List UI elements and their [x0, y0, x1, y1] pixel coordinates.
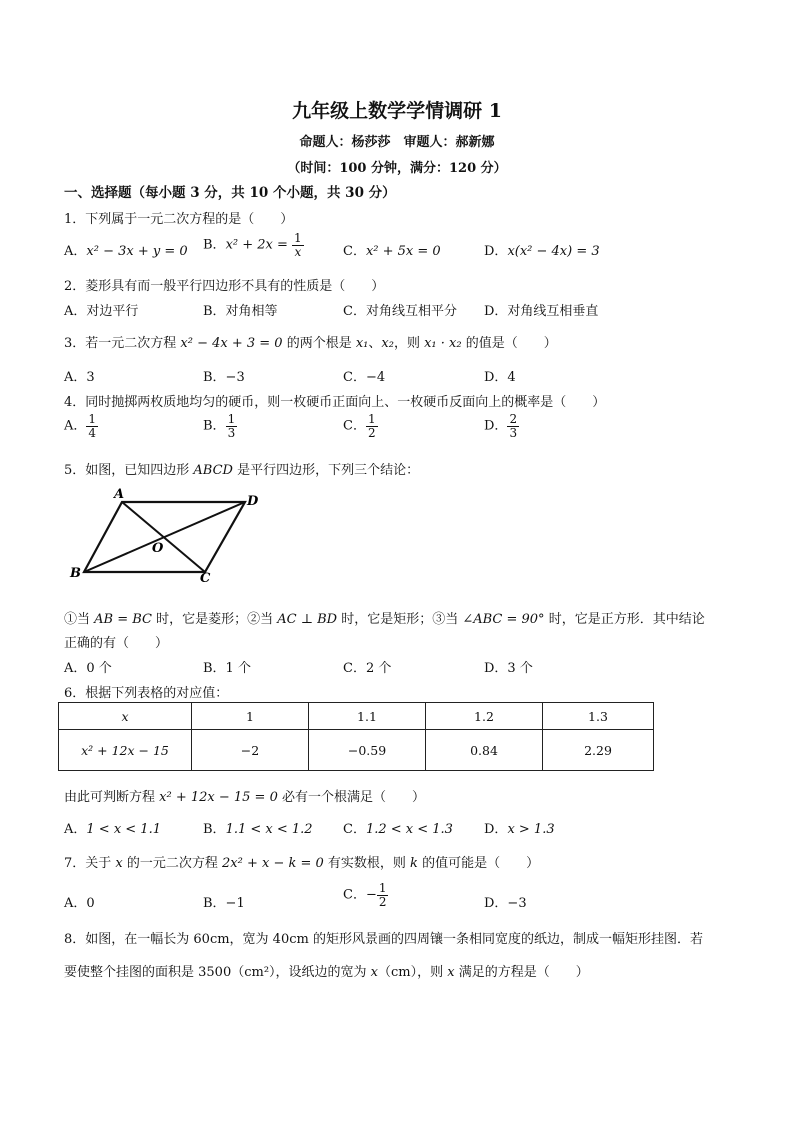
q4-option-a: A． $\frac{1}{4}$ — [64, 412, 97, 440]
value-table — [58, 702, 654, 771]
authors-line: 命题人：杨莎莎 审题人：郝新娜 — [299, 135, 495, 150]
vertex-label-b: B — [70, 566, 81, 581]
time-info: （时间：100 分钟，满分：120 分） — [287, 161, 507, 176]
q2-option-d: D．对角线互相垂直 — [484, 304, 599, 319]
parallelogram-figure — [62, 484, 272, 584]
q4-option-d: D． $\frac{2}{3}$ — [484, 412, 518, 440]
q6-stem: 6．根据下列表格的对应值： — [64, 686, 229, 701]
vertex-label-d: D — [247, 494, 259, 509]
q1-option-a: A．x² − 3x + y = 0 — [64, 244, 188, 259]
q7-option-b: B．−1 — [203, 896, 245, 911]
table-cell: x² + 12x − 15 — [59, 730, 192, 771]
q6-option-a: A．1 < x < 1.1 — [64, 822, 161, 837]
section-heading: 一、选择题（每小题 3 分，共 10 个小题，共 30 分） — [64, 185, 396, 201]
q3-stem: 3．若一元二次方程 x² − 4x + 3 = 0 的两个根是 x₁、x₂，则 x₁ · x₂ 的值是（ ） — [64, 336, 557, 351]
q8-line2: 要使整个挂图的面积是 3500（cm²），设纸边的宽为 x（cm），则 x 满足的方程是（ ） — [64, 965, 589, 980]
vertex-label-a: A — [114, 487, 125, 502]
q4-option-c: C． $\frac{1}{2}$ — [343, 412, 376, 440]
q4-stem: 4．同时抛掷两枚质地均匀的硬币，则一枚硬币正面向上、一枚硬币反面向上的概率是（ ） — [64, 395, 606, 410]
q3-option-b: B．−3 — [203, 370, 245, 385]
q5-option-c: C．2 个 — [343, 661, 392, 676]
table-cell: 1.3 — [543, 703, 654, 730]
q7-option-d: D．−3 — [484, 896, 527, 911]
table-cell: x — [59, 703, 192, 730]
center-label-o: O — [152, 541, 164, 556]
q7-option-a: A．0 — [64, 896, 95, 911]
q6-after: 由此可判断方程 x² + 12x − 15 = 0 必有一个根满足（ ） — [64, 790, 425, 805]
q5-line2: 正确的有（ ） — [64, 636, 169, 651]
q7-stem: 7．关于 x 的一元二次方程 2x² + x − k = 0 有实数根，则 k 的值可能是（ ） — [64, 856, 540, 871]
q1-stem: 1．下列属于一元二次方程的是（ ） — [64, 212, 294, 227]
page-title: 九年级上数学学情调研 1 — [292, 100, 502, 122]
vertex-label-c: C — [200, 571, 211, 584]
q5-option-d: D．3 个 — [484, 661, 533, 676]
q7-option-c: C．− $\frac{1}{2}$ — [343, 881, 387, 909]
q6-option-d: D．x > 1.3 — [484, 822, 555, 837]
table-cell: 1.2 — [426, 703, 543, 730]
q3-option-c: C．−4 — [343, 370, 386, 385]
table-cell: −2 — [192, 730, 309, 771]
q8-line1: 8．如图，在一幅长为 60cm，宽为 40cm 的矩形风景画的四周镶一条相同宽度的纸边，制成一幅矩形挂图．若 — [64, 932, 703, 947]
table-cell: 2.29 — [543, 730, 654, 771]
table-row — [59, 730, 654, 771]
q3-option-d: D．4 — [484, 370, 516, 385]
q6-option-c: C．1.2 < x < 1.3 — [343, 822, 453, 837]
table-cell: 0.84 — [426, 730, 543, 771]
table-cell: −0.59 — [309, 730, 426, 771]
q1-option-b: B．x² + 2x = $\frac{1}{x}$ — [203, 231, 302, 259]
table-cell: 1.1 — [309, 703, 426, 730]
diagonal-bd — [84, 502, 245, 572]
q2-option-a: A．对边平行 — [64, 304, 139, 319]
q2-option-c: C．对角线互相平分 — [343, 304, 457, 319]
q4-option-b: B． $\frac{1}{3}$ — [203, 412, 236, 440]
q5-option-a: A．0 个 — [64, 661, 112, 676]
q2-option-b: B．对角相等 — [203, 304, 278, 319]
q3-option-a: A．3 — [64, 370, 95, 385]
q5-stem: 5．如图，已知四边形 ABCD 是平行四边形，下列三个结论： — [64, 463, 420, 478]
q1-option-d: D．x(x² − 4x) = 3 — [484, 244, 600, 259]
table-header-row — [59, 703, 654, 730]
q5-option-b: B．1 个 — [203, 661, 251, 676]
q2-stem: 2．菱形具有而一般平行四边形不具有的性质是（ ） — [64, 279, 385, 294]
q5-conclusions: ①当 AB = BC 时，它是菱形；②当 AC ⊥ BD 时，它是矩形；③当 ∠ABC = 90° 时，它是正方形．其中结论 — [64, 612, 705, 627]
q1-option-c: C．x² + 5x = 0 — [343, 244, 441, 259]
table-cell: 1 — [192, 703, 309, 730]
q6-option-b: B．1.1 < x < 1.2 — [203, 822, 313, 837]
